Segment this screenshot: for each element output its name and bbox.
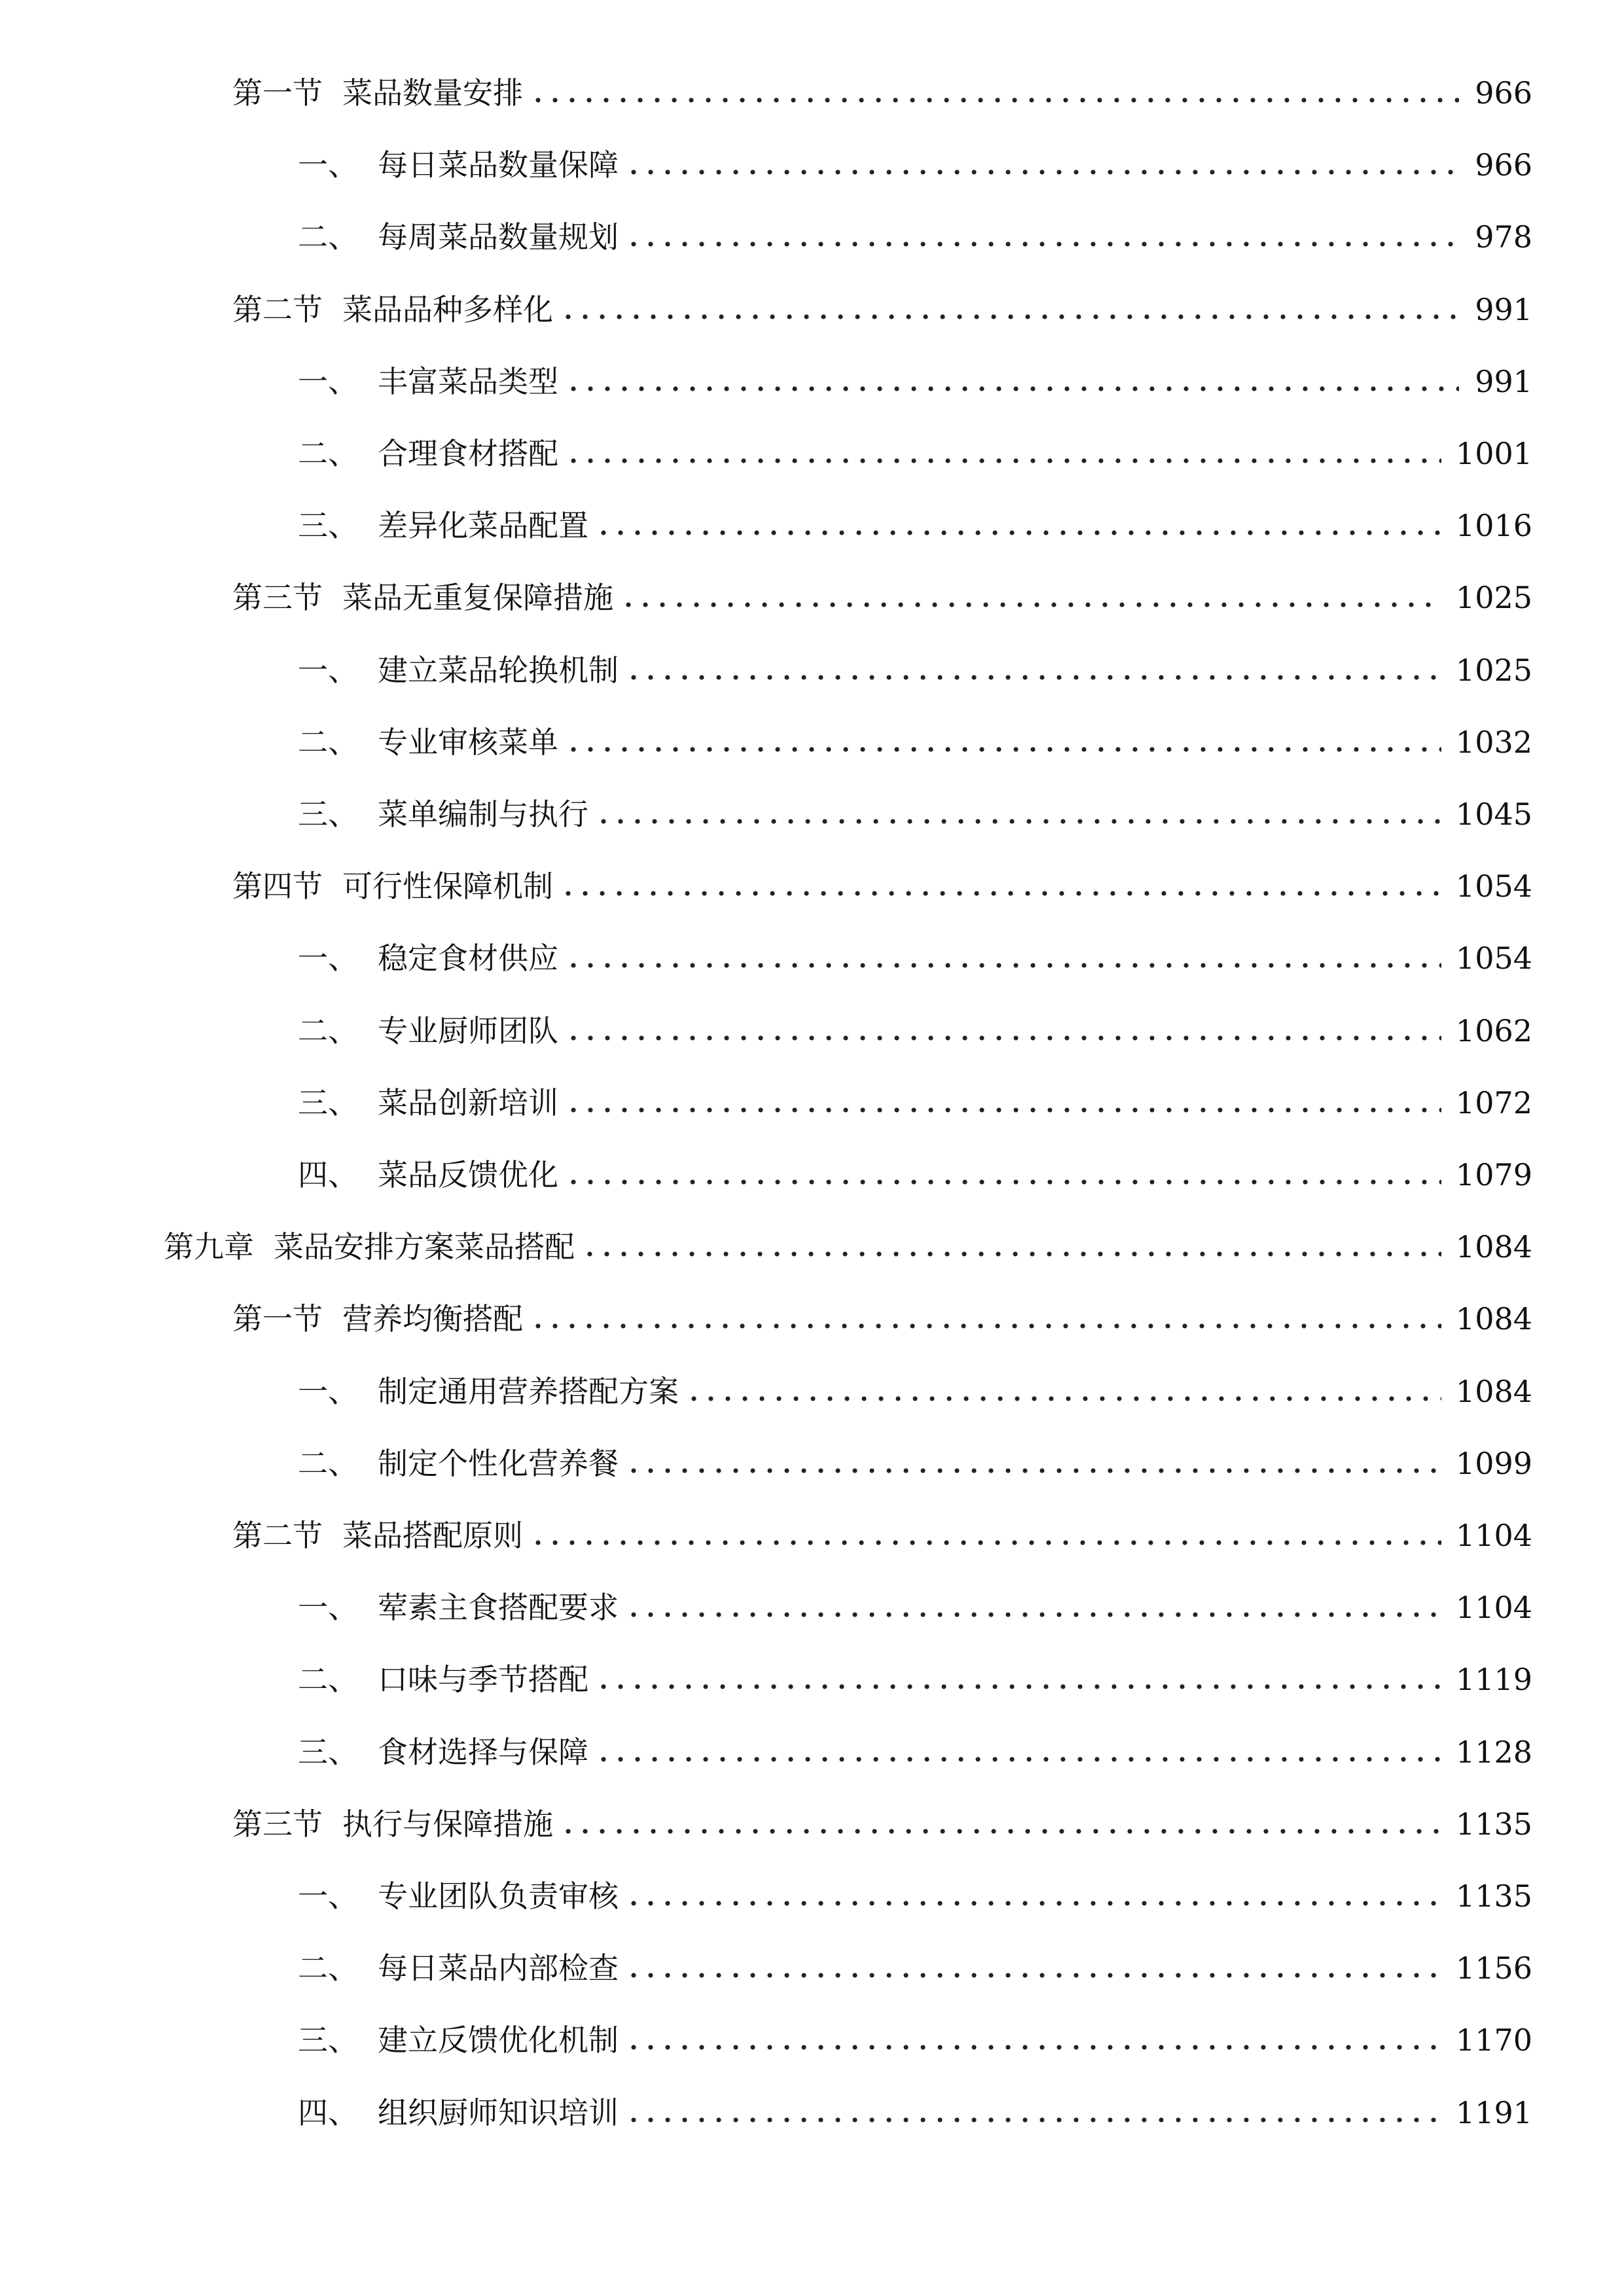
toc-entry-title: 口味与季节搭配: [378, 1662, 588, 1698]
toc-entry[interactable]: [232, 283, 1532, 336]
toc-entry-page-number: 1025: [1455, 580, 1532, 616]
toc-entry-title: 菜品搭配原则: [342, 1518, 523, 1553]
toc-entry-title: 可行性保障机制: [342, 869, 553, 905]
toc-dot-leader: [565, 745, 1441, 753]
toc-entry-page-number: 991: [1475, 363, 1532, 399]
toc-entry-title: 制定通用营养搭配方案: [378, 1373, 679, 1409]
toc-dot-leader: [625, 1467, 1441, 1475]
toc-entry[interactable]: [298, 2014, 1532, 2066]
toc-entry-page-number: 1191: [1455, 2094, 1532, 2130]
toc-entry-number: 第二节: [232, 1518, 323, 1553]
toc-entry-page-number: 1170: [1455, 2022, 1532, 2058]
toc-entry-page-number: 966: [1475, 75, 1532, 111]
toc-entry-title: 菜品数量安排: [342, 75, 523, 111]
toc-entry-title: 营养均衡搭配: [342, 1301, 523, 1337]
toc-entry[interactable]: [298, 1365, 1532, 1418]
toc-dot-leader: [685, 1395, 1441, 1403]
toc-entry[interactable]: [232, 860, 1532, 912]
toc-entry[interactable]: [164, 1221, 1532, 1273]
toc-entry-number: 第三节: [232, 1806, 323, 1842]
toc-entry-title: 执行与保障措施: [342, 1806, 553, 1842]
toc-entry-page-number: 1016: [1455, 508, 1532, 544]
toc-entry-page-number: 1128: [1455, 1734, 1532, 1770]
toc-entry-title: 食材选择与保障: [378, 1734, 588, 1770]
toc-entry[interactable]: [298, 1437, 1532, 1490]
toc-entry[interactable]: [298, 211, 1532, 263]
toc-entry-page-number: 1054: [1455, 941, 1532, 977]
toc-entry-number: 第一节: [232, 75, 323, 111]
toc-dot-leader: [565, 1034, 1441, 1042]
toc-entry-page-number: 1099: [1455, 1445, 1532, 1481]
toc-entry-number: 二、: [298, 219, 358, 255]
toc-entry-title: 菜单编制与执行: [378, 797, 588, 832]
toc-entry-title: 稳定食材供应: [378, 941, 558, 977]
toc-entry-number: 第四节: [232, 869, 323, 905]
toc-entry-page-number: 1084: [1455, 1229, 1532, 1265]
toc-entry-title: 菜品创新培训: [378, 1085, 558, 1121]
toc-entry[interactable]: [298, 1077, 1532, 1129]
toc-entry-title: 合理食材搭配: [378, 436, 558, 471]
toc-entry[interactable]: [298, 932, 1532, 984]
toc-entry[interactable]: [298, 139, 1532, 191]
toc-entry-title: 荤素主食搭配要求: [378, 1590, 619, 1626]
toc-dot-leader: [581, 1250, 1441, 1258]
toc-entry-number: 一、: [298, 1373, 358, 1409]
toc-entry-number: 二、: [298, 436, 358, 471]
toc-entry-page-number: 966: [1475, 147, 1532, 183]
toc-entry-page-number: 1025: [1455, 652, 1532, 688]
toc-dot-leader: [625, 168, 1459, 176]
toc-entry-number: 二、: [298, 1445, 358, 1481]
toc-entry[interactable]: [298, 355, 1532, 408]
toc-entry-number: 第九章: [164, 1229, 254, 1265]
toc-entry-number: 三、: [298, 797, 358, 832]
toc-entry-title: 菜品反馈优化: [378, 1157, 558, 1193]
toc-entry-page-number: 1119: [1455, 1662, 1532, 1698]
toc-entry-title: 菜品无重复保障措施: [342, 580, 613, 616]
toc-dot-leader: [625, 2043, 1441, 2051]
toc-dot-leader: [565, 961, 1441, 969]
toc-dot-leader: [565, 1178, 1441, 1186]
toc-entry-page-number: 1104: [1455, 1590, 1532, 1626]
toc-entry-title: 菜品安排方案菜品搭配: [274, 1229, 575, 1265]
toc-entry[interactable]: [232, 1293, 1532, 1345]
toc-entry-title: 菜品品种多样化: [342, 291, 553, 327]
toc-entry-page-number: 1084: [1455, 1373, 1532, 1409]
toc-entry[interactable]: [232, 1798, 1532, 1850]
toc-entry[interactable]: [298, 644, 1532, 696]
toc-dot-leader: [530, 1322, 1441, 1330]
toc-entry-title: 专业厨师团队: [378, 1013, 558, 1049]
toc-dot-leader: [625, 1611, 1441, 1619]
toc-entry-number: 一、: [298, 652, 358, 688]
toc-entry-page-number: 1045: [1455, 797, 1532, 832]
toc-entry[interactable]: [298, 2087, 1532, 2139]
toc-dot-leader: [595, 1755, 1441, 1763]
toc-dot-leader: [625, 1971, 1441, 1979]
toc-dot-leader: [560, 889, 1441, 897]
toc-entry-title: 每日菜品内部检查: [378, 1950, 619, 1986]
toc-entry-page-number: 1104: [1455, 1518, 1532, 1553]
toc-entry-title: 专业审核菜单: [378, 724, 558, 760]
toc-entry-number: 一、: [298, 1590, 358, 1626]
toc-entry[interactable]: [298, 716, 1532, 768]
toc-entry-page-number: 1062: [1455, 1013, 1532, 1049]
toc-entry-number: 第三节: [232, 580, 323, 616]
toc-entry[interactable]: [298, 1942, 1532, 1994]
toc-entry-page-number: 1001: [1455, 436, 1532, 471]
toc-entry-number: 一、: [298, 941, 358, 977]
toc-entry-title: 差异化菜品配置: [378, 508, 588, 544]
toc-dot-leader: [565, 457, 1441, 465]
toc-entry-page-number: 1156: [1455, 1950, 1532, 1986]
toc-entry-number: 二、: [298, 1950, 358, 1986]
toc-entry-number: 第二节: [232, 291, 323, 327]
toc-entry-number: 二、: [298, 1013, 358, 1049]
toc-entry-title: 每日菜品数量保障: [378, 147, 619, 183]
toc-dot-leader: [625, 673, 1441, 681]
toc-dot-leader: [595, 1683, 1441, 1691]
toc-dot-leader: [530, 1539, 1441, 1547]
toc-dot-leader: [620, 601, 1441, 609]
toc-entry-number: 三、: [298, 1085, 358, 1121]
toc-entry[interactable]: [298, 788, 1532, 840]
toc-entry-page-number: 978: [1475, 219, 1532, 255]
toc-entry-page-number: 1032: [1455, 724, 1532, 760]
toc-entry-title: 专业团队负责审核: [378, 1878, 619, 1914]
toc-entry-number: 第一节: [232, 1301, 323, 1337]
toc-entry-page-number: 1072: [1455, 1085, 1532, 1121]
toc-entry[interactable]: [298, 1726, 1532, 1778]
toc-entry-number: 一、: [298, 147, 358, 183]
toc-entry[interactable]: [298, 499, 1532, 552]
toc-entry-number: 四、: [298, 1157, 358, 1193]
toc-entry-number: 三、: [298, 508, 358, 544]
toc-entry[interactable]: [232, 1509, 1532, 1562]
toc-dot-leader: [625, 240, 1459, 248]
toc-dot-leader: [595, 529, 1441, 537]
toc-entry-number: 三、: [298, 2022, 358, 2058]
toc-entry[interactable]: [298, 1005, 1532, 1057]
toc-entry-number: 二、: [298, 1662, 358, 1698]
toc-entry-number: 二、: [298, 724, 358, 760]
toc-entry-title: 建立反馈优化机制: [378, 2022, 619, 2058]
toc-dot-leader: [565, 385, 1459, 393]
toc-entry[interactable]: [232, 571, 1532, 624]
toc-dot-leader: [560, 1827, 1441, 1835]
toc-entry[interactable]: [298, 1870, 1532, 1922]
toc-entry-page-number: 1079: [1455, 1157, 1532, 1193]
toc-entry[interactable]: [298, 1581, 1532, 1634]
toc-dot-leader: [560, 313, 1459, 321]
toc-entry-title: 组织厨师知识培训: [378, 2094, 619, 2130]
toc-entry-title: 制定个性化营养餐: [378, 1445, 619, 1481]
toc-dot-leader: [595, 817, 1441, 825]
toc-entry-number: 一、: [298, 363, 358, 399]
toc-entry-title: 建立菜品轮换机制: [378, 652, 619, 688]
toc-entry-number: 一、: [298, 1878, 358, 1914]
toc-dot-leader: [530, 96, 1459, 104]
toc-dot-leader: [625, 1899, 1441, 1907]
toc-entry-title: 丰富菜品类型: [378, 363, 558, 399]
toc-entry[interactable]: [232, 67, 1532, 119]
toc-entry-page-number: 991: [1475, 291, 1532, 327]
toc-entry-page-number: 1084: [1455, 1301, 1532, 1337]
toc-entry[interactable]: [298, 1653, 1532, 1706]
toc-dot-leader: [565, 1106, 1441, 1114]
toc-entry-title: 每周菜品数量规划: [378, 219, 619, 255]
toc-entry-page-number: 1135: [1455, 1806, 1532, 1842]
toc-dot-leader: [625, 2116, 1441, 2124]
toc-entry-number: 四、: [298, 2094, 358, 2130]
toc-entry-number: 三、: [298, 1734, 358, 1770]
toc-entry-page-number: 1135: [1455, 1878, 1532, 1914]
toc-entry[interactable]: [298, 1149, 1532, 1201]
toc-entry-page-number: 1054: [1455, 869, 1532, 905]
toc-entry[interactable]: [298, 427, 1532, 480]
